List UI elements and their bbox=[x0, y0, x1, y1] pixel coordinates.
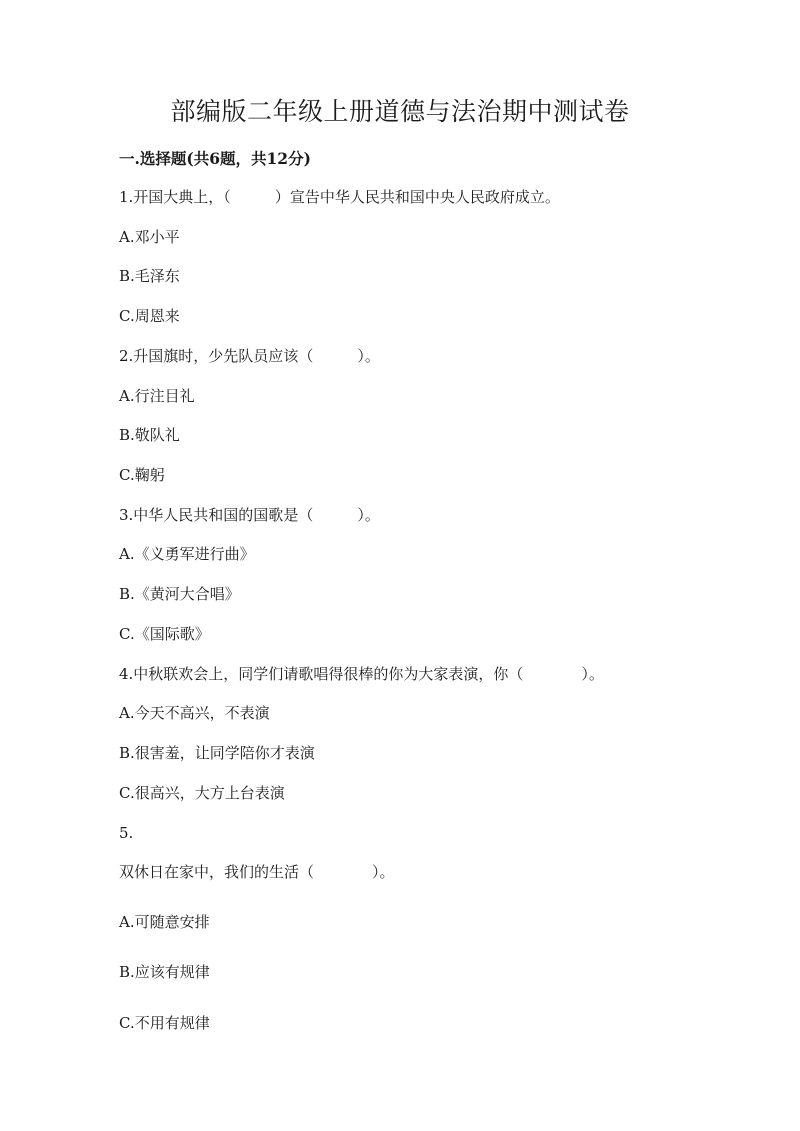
question-5-stem-after: ）。 bbox=[372, 863, 395, 881]
question-4-option-c: C.很高兴，大方上台表演 bbox=[119, 784, 285, 802]
question-4-option-b: B.很害羞，让同学陪你才表演 bbox=[119, 744, 315, 762]
question-3-option-c: C.《国际歌》 bbox=[119, 625, 210, 643]
section-heading: 一.选择题(共6题，共12分) bbox=[119, 149, 311, 168]
question-2-stem-before: 2.升国旗时，少先队员应该（ bbox=[119, 347, 314, 365]
question-1-option-c: C.周恩来 bbox=[119, 307, 180, 325]
question-1-stem-after: ）宣告中华人民共和国中央人民政府成立。 bbox=[274, 188, 560, 206]
question-1-option-a: A.邓小平 bbox=[119, 228, 180, 246]
question-4-stem bbox=[119, 664, 604, 684]
question-2-option-c: C.鞠躬 bbox=[119, 466, 165, 484]
question-2-option-b: B.敬队礼 bbox=[119, 426, 180, 444]
question-5-stem-before: 双休日在家中，我们的生活（ bbox=[119, 863, 315, 881]
question-5-option-b: B.应该有规律 bbox=[119, 963, 210, 981]
question-2-stem bbox=[119, 346, 380, 366]
question-3-option-a: A.《义勇军进行曲》 bbox=[119, 545, 255, 563]
question-5-stem bbox=[119, 862, 395, 882]
question-5-option-a: A.可随意安排 bbox=[119, 913, 210, 931]
question-5-number: 5. bbox=[119, 824, 134, 842]
question-1-stem bbox=[119, 187, 560, 207]
question-5-option-c: C.不用有规律 bbox=[119, 1014, 210, 1032]
question-4-stem-after: ）。 bbox=[581, 665, 604, 683]
question-2-stem-after: ）。 bbox=[357, 347, 380, 365]
question-3-stem-after: ）。 bbox=[357, 506, 380, 524]
question-3-stem-before: 3.中华人民共和国的国歌是（ bbox=[119, 506, 314, 524]
question-3-option-b: B.《黄河大合唱》 bbox=[119, 585, 240, 603]
question-4-option-a: A.今天不高兴，不表演 bbox=[119, 704, 270, 722]
question-1-stem-before: 1.开国大典上，（ bbox=[119, 188, 231, 206]
page-title: 部编版二年级上册道德与法治期中测试卷 bbox=[170, 97, 630, 126]
question-2-option-a: A.行注目礼 bbox=[119, 387, 195, 405]
question-3-stem bbox=[119, 505, 380, 525]
question-1-option-b: B.毛泽东 bbox=[119, 267, 180, 285]
question-4-stem-before: 4.中秋联欢会上，同学们请歌唱得很棒的你为大家表演，你（ bbox=[119, 665, 524, 683]
